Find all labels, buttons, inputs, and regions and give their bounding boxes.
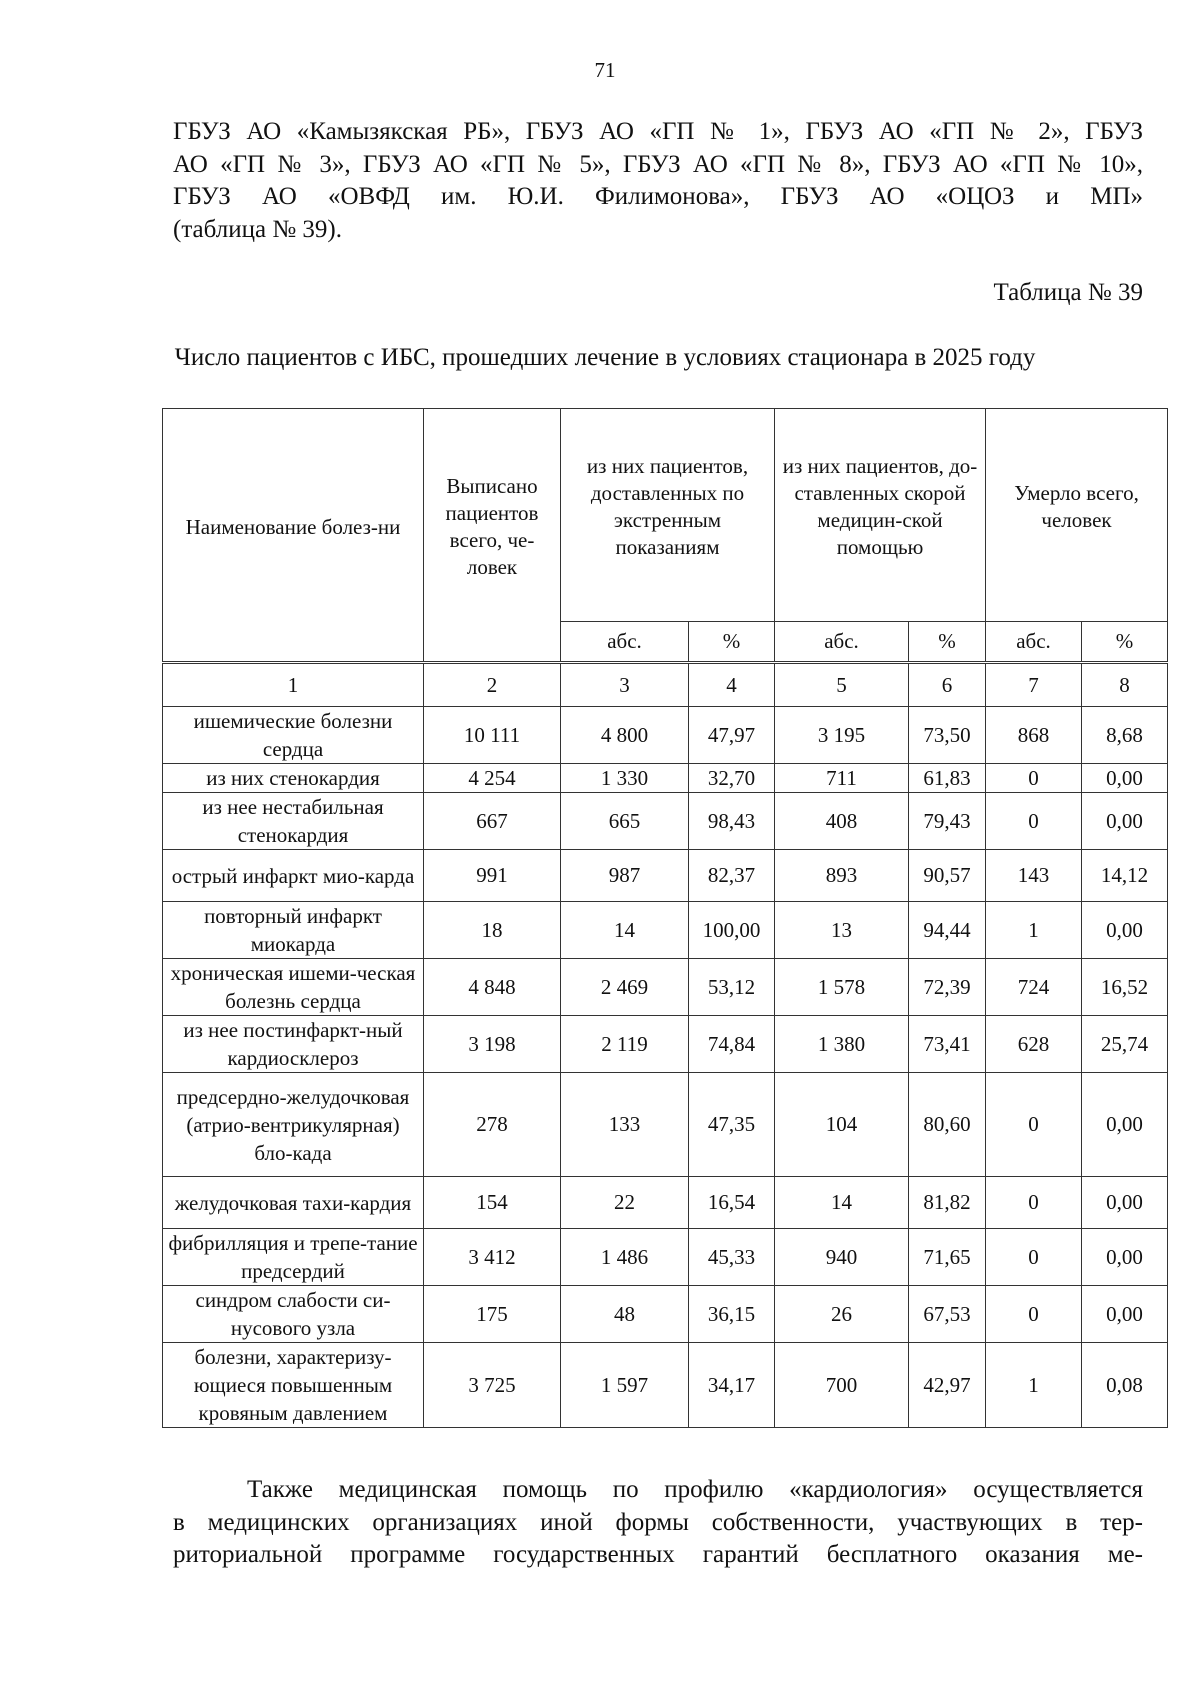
discharged-cell: 10 111 — [424, 707, 561, 764]
disease-name-cell: хроническая ишеми-ческая болезнь сердца — [163, 959, 424, 1016]
ambulance-abs-cell: 26 — [775, 1286, 909, 1343]
table-row — [163, 902, 1168, 959]
emergency-pct-cell: 32,70 — [689, 764, 775, 793]
emergency-abs-cell: 22 — [561, 1177, 689, 1229]
column-number: 3 — [561, 663, 689, 707]
table-row — [163, 850, 1168, 902]
sub-header-cell: % — [689, 622, 775, 663]
column-number: 2 — [424, 663, 561, 707]
died-abs-cell: 0 — [986, 1073, 1082, 1177]
died-pct-cell: 0,00 — [1082, 1286, 1168, 1343]
emergency-abs-cell: 48 — [561, 1286, 689, 1343]
ambulance-abs-cell: 408 — [775, 793, 909, 850]
table-row — [163, 1073, 1168, 1177]
ambulance-abs-cell: 3 195 — [775, 707, 909, 764]
ambulance-pct-cell: 80,60 — [909, 1073, 986, 1177]
disease-name-cell: повторный инфаркт миокарда — [163, 902, 424, 959]
died-pct-cell: 0,00 — [1082, 902, 1168, 959]
intro-line: ГБУЗ АО «Камызякская РБ», ГБУЗ АО «ГП № 1», ГБУЗ АО «ГП № 2», ГБУЗ — [173, 118, 1143, 145]
disease-name-cell: из нее постинфаркт-ный кардиосклероз — [163, 1016, 424, 1073]
header-died-total: Умерло всего, человек — [986, 409, 1168, 622]
discharged-cell: 4 848 — [424, 959, 561, 1016]
died-abs-cell: 1 — [986, 1343, 1082, 1428]
disease-name-cell: фибрилляция и трепе-тание предсердий — [163, 1229, 424, 1286]
emergency-abs-cell: 4 800 — [561, 707, 689, 764]
sub-header-cell: абс. — [775, 622, 909, 663]
disease-name-cell: синдром слабости си-нусового узла — [163, 1286, 424, 1343]
ambulance-pct-cell: 42,97 — [909, 1343, 986, 1428]
disease-name-cell: из них стенокардия — [163, 764, 424, 793]
table-row — [163, 959, 1168, 1016]
died-abs-cell: 1 — [986, 902, 1082, 959]
ambulance-abs-cell: 1 380 — [775, 1016, 909, 1073]
header-row — [163, 409, 1168, 622]
column-number: 4 — [689, 663, 775, 707]
emergency-abs-cell: 2 469 — [561, 959, 689, 1016]
died-pct-cell: 25,74 — [1082, 1016, 1168, 1073]
table-row — [163, 1229, 1168, 1286]
header-disease-name: Наименование болез-ни — [163, 409, 424, 663]
ambulance-abs-cell: 940 — [775, 1229, 909, 1286]
closing-paragraph — [173, 1474, 1143, 1572]
died-abs-cell: 724 — [986, 959, 1082, 1016]
died-pct-cell: 14,12 — [1082, 850, 1168, 902]
table-row — [163, 1343, 1168, 1428]
died-abs-cell: 868 — [986, 707, 1082, 764]
emergency-pct-cell: 47,97 — [689, 707, 775, 764]
ambulance-pct-cell: 79,43 — [909, 793, 986, 850]
header-discharged-total: Выписано пациентов всего, че-ловек — [424, 409, 561, 663]
emergency-pct-cell: 36,15 — [689, 1286, 775, 1343]
ambulance-abs-cell: 893 — [775, 850, 909, 902]
died-abs-cell: 0 — [986, 1177, 1082, 1229]
sub-header-cell: абс. — [986, 622, 1082, 663]
died-abs-cell: 143 — [986, 850, 1082, 902]
discharged-cell: 667 — [424, 793, 561, 850]
died-pct-cell: 0,00 — [1082, 1177, 1168, 1229]
column-number: 5 — [775, 663, 909, 707]
discharged-cell: 4 254 — [424, 764, 561, 793]
sub-header-cell: % — [909, 622, 986, 663]
emergency-pct-cell: 98,43 — [689, 793, 775, 850]
died-pct-cell: 16,52 — [1082, 959, 1168, 1016]
discharged-cell: 3 198 — [424, 1016, 561, 1073]
died-abs-cell: 0 — [986, 764, 1082, 793]
intro-line: (таблица № 39). — [173, 215, 343, 243]
emergency-abs-cell: 14 — [561, 902, 689, 959]
disease-name-cell: из нее нестабильная стенокардия — [163, 793, 424, 850]
emergency-pct-cell: 34,17 — [689, 1343, 775, 1428]
table-row — [163, 1016, 1168, 1073]
died-abs-cell: 0 — [986, 793, 1082, 850]
table-row — [163, 1177, 1168, 1229]
column-number: 7 — [986, 663, 1082, 707]
closing-line: риториальной программе государственных гарантий бесплатного оказания ме- — [173, 1541, 1143, 1568]
column-number: 8 — [1082, 663, 1168, 707]
page-number: 71 — [594, 58, 616, 82]
ambulance-pct-cell: 90,57 — [909, 850, 986, 902]
table-row — [163, 793, 1168, 850]
intro-line: АО «ГП № 3», ГБУЗ АО «ГП № 5», ГБУЗ АО «ГП № 8», ГБУЗ АО «ГП № 10», — [173, 150, 1143, 178]
ambulance-pct-cell: 81,82 — [909, 1177, 986, 1229]
header-emergency: из них пациентов, доставленных по экстренным показаниям — [561, 409, 775, 622]
ambulance-pct-cell: 72,39 — [909, 959, 986, 1016]
ambulance-abs-cell: 13 — [775, 902, 909, 959]
table-caption: Таблица № 39 — [993, 279, 1143, 306]
died-abs-cell: 628 — [986, 1016, 1082, 1073]
discharged-cell: 278 — [424, 1073, 561, 1177]
disease-name-cell: предсердно-желудочковая (атрио-вентрикулярная) бло-када — [163, 1073, 424, 1177]
emergency-abs-cell: 1 597 — [561, 1343, 689, 1428]
discharged-cell: 175 — [424, 1286, 561, 1343]
emergency-pct-cell: 16,54 — [689, 1177, 775, 1229]
ambulance-abs-cell: 711 — [775, 764, 909, 793]
disease-name-cell: острый инфаркт мио-карда — [163, 850, 424, 902]
ambulance-pct-cell: 67,53 — [909, 1286, 986, 1343]
column-number-row — [163, 663, 1168, 707]
ambulance-abs-cell: 1 578 — [775, 959, 909, 1016]
died-abs-cell: 0 — [986, 1229, 1082, 1286]
intro-paragraph — [173, 116, 1143, 246]
emergency-abs-cell: 2 119 — [561, 1016, 689, 1073]
discharged-cell: 154 — [424, 1177, 561, 1229]
emergency-pct-cell: 53,12 — [689, 959, 775, 1016]
table-row — [163, 1286, 1168, 1343]
emergency-abs-cell: 1 486 — [561, 1229, 689, 1286]
closing-line: в медицинских организациях иной формы собственности, участвующих в тер- — [173, 1508, 1143, 1536]
emergency-pct-cell: 74,84 — [689, 1016, 775, 1073]
ambulance-abs-cell: 104 — [775, 1073, 909, 1177]
discharged-cell: 3 412 — [424, 1229, 561, 1286]
died-pct-cell: 0,00 — [1082, 1229, 1168, 1286]
disease-name-cell: ишемические болезни сердца — [163, 707, 424, 764]
ambulance-pct-cell: 94,44 — [909, 902, 986, 959]
discharged-cell: 3 725 — [424, 1343, 561, 1428]
emergency-abs-cell: 665 — [561, 793, 689, 850]
column-number: 1 — [163, 663, 424, 707]
intro-line: ГБУЗ АО «ОВФД им. Ю.И. Филимонова», ГБУЗ АО «ОЦОЗ и МП» — [173, 183, 1143, 210]
died-pct-cell: 8,68 — [1082, 707, 1168, 764]
ambulance-pct-cell: 61,83 — [909, 764, 986, 793]
died-pct-cell: 0,08 — [1082, 1343, 1168, 1428]
table-row — [163, 764, 1168, 793]
emergency-pct-cell: 100,00 — [689, 902, 775, 959]
emergency-abs-cell: 133 — [561, 1073, 689, 1177]
discharged-cell: 18 — [424, 902, 561, 959]
died-pct-cell: 0,00 — [1082, 1073, 1168, 1177]
closing-line: Также медицинская помощь по профилю «кардиология» осуществляется — [247, 1476, 1143, 1503]
ambulance-pct-cell: 73,50 — [909, 707, 986, 764]
emergency-abs-cell: 987 — [561, 850, 689, 902]
died-abs-cell: 0 — [986, 1286, 1082, 1343]
emergency-abs-cell: 1 330 — [561, 764, 689, 793]
emergency-pct-cell: 45,33 — [689, 1229, 775, 1286]
sub-header-cell: абс. — [561, 622, 689, 663]
patients-table — [162, 408, 1168, 1428]
emergency-pct-cell: 47,35 — [689, 1073, 775, 1177]
died-pct-cell: 0,00 — [1082, 793, 1168, 850]
ambulance-abs-cell: 700 — [775, 1343, 909, 1428]
ambulance-pct-cell: 73,41 — [909, 1016, 986, 1073]
ambulance-abs-cell: 14 — [775, 1177, 909, 1229]
discharged-cell: 991 — [424, 850, 561, 902]
ambulance-pct-cell: 71,65 — [909, 1229, 986, 1286]
table-title: Число пациентов с ИБС, прошедших лечение в условиях стационара в 2025 году — [174, 344, 1036, 371]
disease-name-cell: желудочковая тахи-кардия — [163, 1177, 424, 1229]
column-number: 6 — [909, 663, 986, 707]
emergency-pct-cell: 82,37 — [689, 850, 775, 902]
table-row — [163, 707, 1168, 764]
disease-name-cell: болезни, характеризу-ющиеся повышенным кровяным давлением — [163, 1343, 424, 1428]
sub-header-cell: % — [1082, 622, 1168, 663]
died-pct-cell: 0,00 — [1082, 764, 1168, 793]
header-ambulance: из них пациентов, до-ставленных скорой медицин-ской помощью — [775, 409, 986, 622]
